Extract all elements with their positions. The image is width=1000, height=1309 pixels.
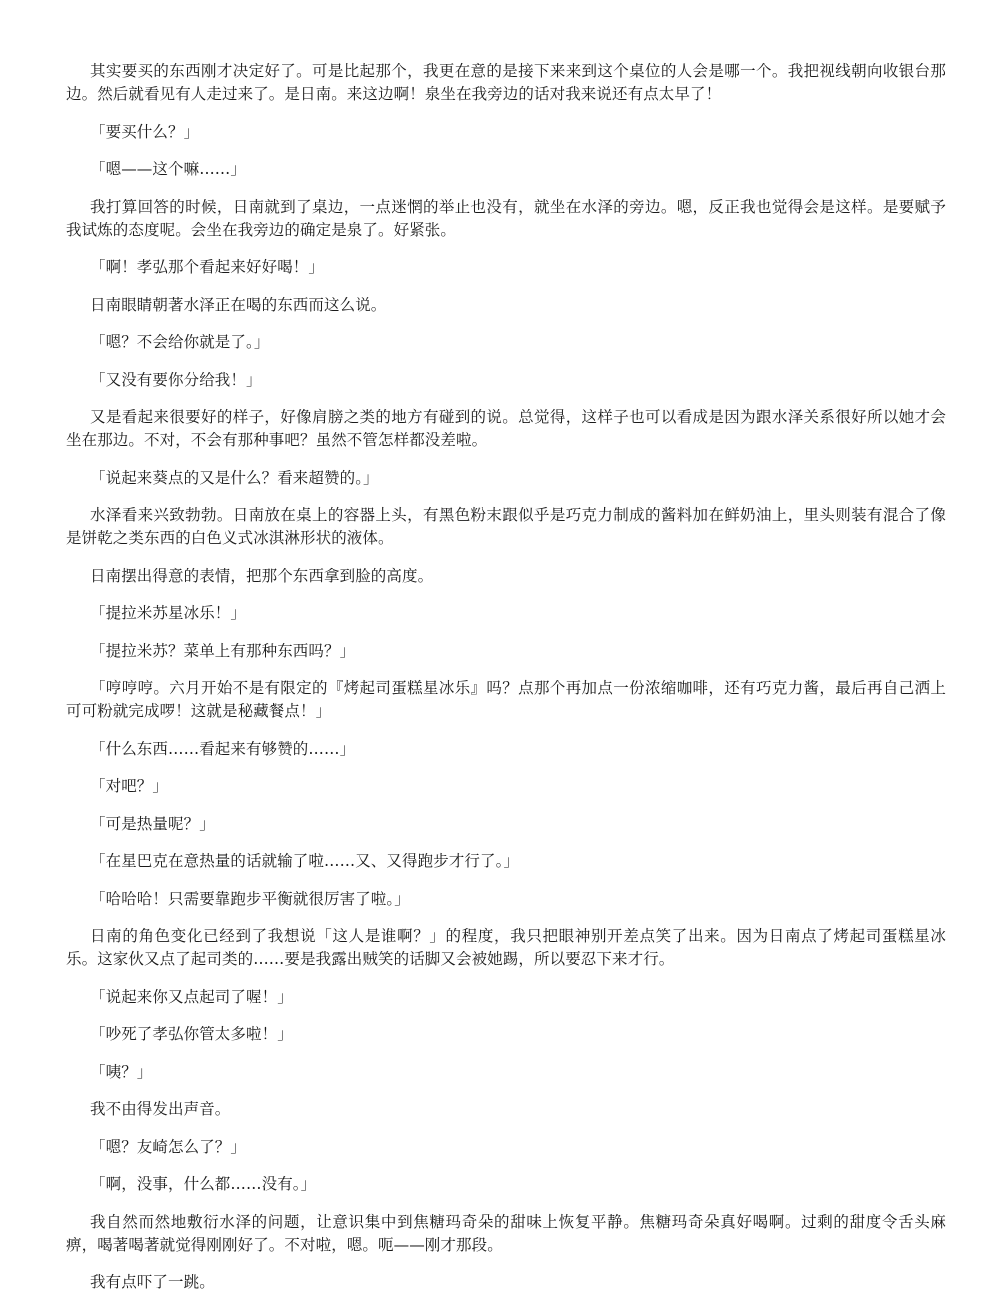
dialogue-line: 「说起来葵点的又是什么？看来超赞的。」 (90, 468, 379, 487)
dialogue-line: 「提拉米苏？菜单上有那种东西吗？」 (90, 641, 356, 660)
dialogue-line: 「啊！孝弘那个看起来好好喝！」 (90, 258, 325, 276)
dialogue-line: 「提拉米苏星冰乐！」 (90, 604, 247, 622)
dialogue-line: 「啊，没事，什么都……没有。」 (90, 1175, 317, 1193)
paragraph: 日南摆出得意的表情，把那个东西拿到脸的高度。 (90, 566, 434, 585)
dialogue-line: 「可是热量呢？」 (90, 814, 215, 833)
dialogue-line: 「又没有要你分给我！」 (90, 370, 262, 389)
dialogue-line: 「对吧？」 (90, 777, 169, 795)
dialogue-line: 「要买什么？」 (90, 122, 200, 141)
paragraph: 日南眼睛朝著水泽正在喝的东西而这么说。 (90, 295, 387, 314)
dialogue-line: 「哼哼哼。六月开始不是有限定的『烤起司蛋糕星冰乐』吗？点那个再加点一份浓缩咖啡，还有巧克力酱，最后再自己洒上可可粉就完成啰！这就是秘藏餐点！」 (66, 679, 946, 720)
paragraph: 又是看起来很要好的样子，好像肩膀之类的地方有碰到的说。总觉得，这样子也可以看成是因为跟水泽关系很好所以她才会坐在那边。不对，不会有那种事吧？虽然不管怎样都没差啦。 (66, 408, 946, 449)
dialogue-line: 「嗯——这个嘛……」 (90, 160, 247, 178)
dialogue-line: 「说起来你又点起司了喔！」 (90, 987, 293, 1006)
paragraph: 水泽看来兴致勃勃。日南放在桌上的容器上头，有黑色粉末跟似乎是巧克力制成的酱料加在鲜奶油上，里头则装有混合了像是饼乾之类东西的白色义式冰淇淋形状的液体。 (66, 506, 946, 547)
paragraph: 日南的角色变化已经到了我想说「这人是谁啊？」的程度，我只把眼神别开差点笑了出来。因为日南点了烤起司蛋糕星冰乐。这家伙又点了起司类的……要是我露出贼笑的话脚又会被她踢，所以要忍下来才行。 (66, 927, 946, 968)
paragraph: 我不由得发出声音。 (90, 1100, 231, 1118)
paragraph: 我打算回答的时候，日南就到了桌边，一点迷惘的举止也没有，就坐在水泽的旁边。嗯，反正我也觉得会是这样。是要赋予我试炼的态度呢。会坐在我旁边的确定是泉了。好紧张。 (66, 197, 946, 239)
document-page (66, 60, 946, 1309)
dialogue-line: 「哈哈哈！只需要靠跑步平衡就很厉害了啦。」 (90, 889, 410, 908)
dialogue-line: 「咦？」 (90, 1062, 153, 1081)
paragraph: 其实要买的东西刚才决定好了。可是比起那个，我更在意的是接下来来到这个桌位的人会是哪一个。我把视线朝向收银台那边。然后就看见有人走过来了。是日南。来这边啊！泉坐在我旁边的话对我来说还有点太早了！ (66, 62, 946, 103)
dialogue-line: 「嗯？不会给你就是了。」 (90, 333, 270, 351)
dialogue-line: 「嗯？友崎怎么了？」 (90, 1137, 247, 1156)
paragraph: 我自然而然地敷衍水泽的问题，让意识集中到焦糖玛奇朵的甜味上恢复平静。焦糖玛奇朵真好喝啊。过剩的甜度令舌头麻痹，喝著喝著就觉得刚刚好了。不对啦，嗯。呃——刚才那段。 (66, 1212, 946, 1254)
paragraph: 我有点吓了一跳。 (90, 1273, 215, 1291)
dialogue-line: 「在星巴克在意热量的话就输了啦……又、又得跑步才行了。」 (90, 852, 520, 870)
dialogue-line: 「吵死了孝弘你管太多啦！」 (90, 1025, 293, 1043)
dialogue-line: 「什么东西……看起来有够赞的……」 (90, 739, 356, 758)
